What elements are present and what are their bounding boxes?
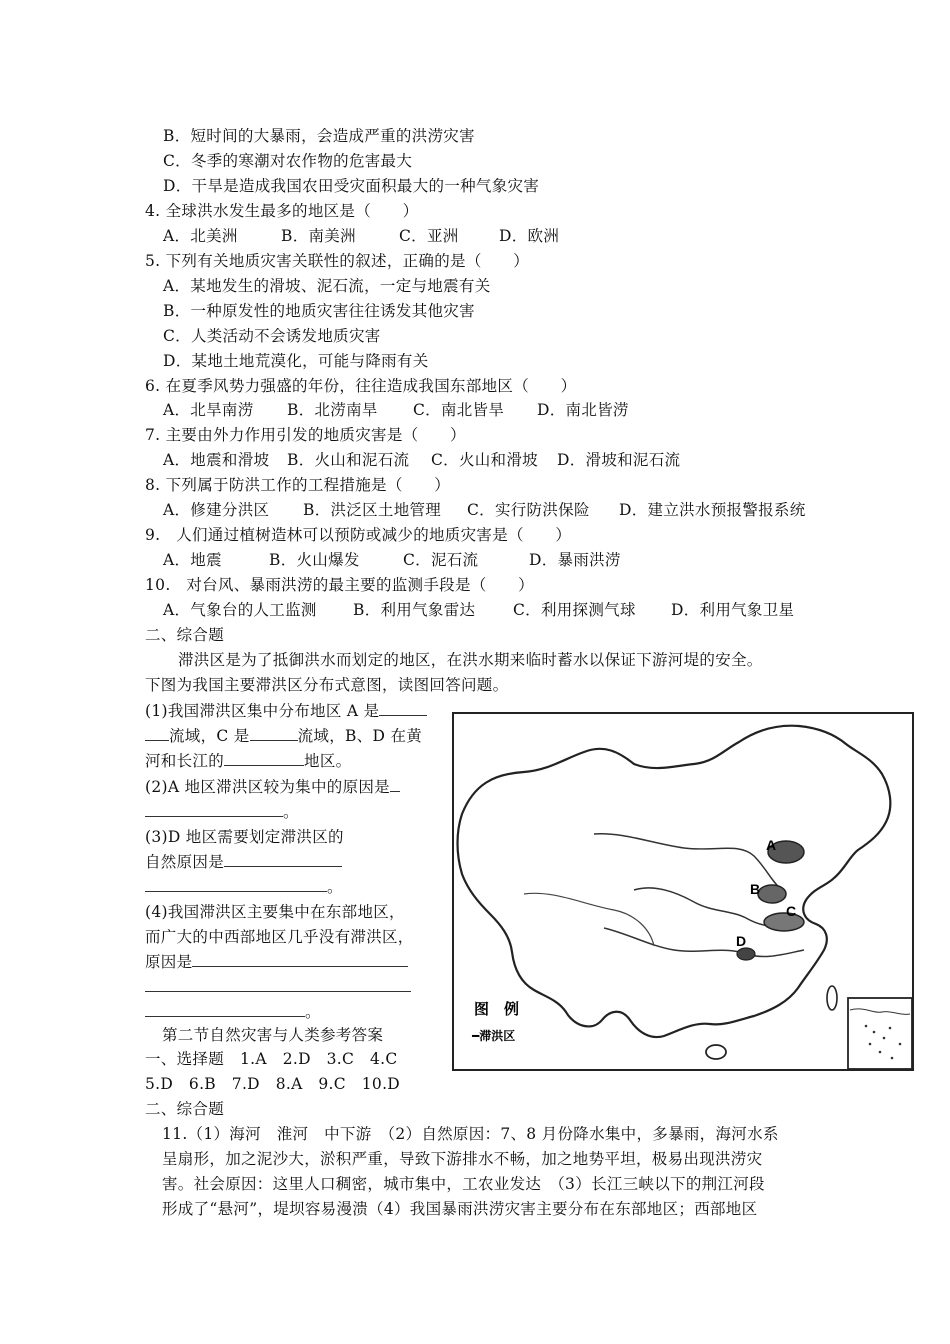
subq4-period: 。 — [305, 1003, 321, 1021]
q9-option-a: A．地震 — [163, 551, 222, 569]
answer-blank-3a[interactable] — [224, 852, 342, 867]
subq4-line1: (4)我国滞洪区主要集中在东部地区， — [145, 903, 405, 921]
q8-options — [163, 500, 806, 520]
hainan-island — [706, 1045, 726, 1059]
legend-item: ━滞洪区 — [472, 1029, 516, 1043]
q6-option-c: C．南北皆旱 — [413, 401, 505, 419]
subq2-line1 — [145, 777, 400, 797]
q7-option-b: B．火山和泥石流 — [287, 451, 410, 469]
q4-option-d: D．欧洲 — [499, 227, 560, 245]
q6-stem: 6. 在夏季风势力强盛的年份，往往造成我国东部地区（ ） — [145, 377, 577, 395]
answer-blank-2a[interactable] — [390, 777, 400, 792]
answer-blank-bd[interactable] — [224, 751, 304, 766]
q6-option-a: A．北旱南涝 — [163, 401, 254, 419]
map-label-d: D — [736, 933, 747, 949]
q10-options — [163, 600, 794, 620]
subq1-text-d: 河和长江的 — [145, 752, 225, 770]
taiwan-island — [827, 986, 837, 1010]
q4-option-a: A．北美洲 — [163, 227, 238, 245]
answer-blank-c[interactable] — [250, 726, 298, 741]
q9-option-c: C．泥石流 — [403, 551, 479, 569]
answer-blank-4c[interactable] — [145, 1002, 305, 1017]
subq1-text-b: 流域，C 是 — [169, 727, 250, 745]
q7-option-c: C．火山和滑坡 — [431, 451, 538, 469]
section2-heading: 二、综合题 — [145, 626, 225, 644]
q7-stem: 7. 主要由外力作用引发的地质灾害是（ ） — [145, 426, 466, 444]
subq4-line4 — [145, 977, 411, 997]
q8-stem: 8. 下列属于防洪工作的工程措施是（ ） — [145, 476, 451, 494]
legend-title: 图 例 — [474, 1000, 520, 1018]
subq3-line2 — [145, 852, 342, 872]
q9-option-d: D．暴雨洪涝 — [529, 551, 621, 569]
q6-options — [163, 400, 629, 420]
q9-stem: 9. 人们通过植树造林可以预防或减少的地质灾害是（ ） — [145, 526, 572, 544]
q5-option-b: B．一种原发性的地质灾害往往诱发其他灾害 — [163, 302, 475, 320]
subq4-text: 原因是 — [145, 953, 193, 971]
subq3-line3 — [145, 877, 343, 897]
map-label-c: C — [786, 903, 797, 919]
answer-part1-values1: 1.A 2.D 3.C 4.C — [240, 1050, 398, 1068]
q4-option-c: C．亚洲 — [399, 227, 459, 245]
subq1-line1 — [145, 701, 427, 721]
subq1-text-a: (1)我国滞洪区集中分布地区 A 是 — [145, 702, 380, 720]
subq3-line1: (3)D 地区需要划定滞洪区的 — [145, 828, 344, 846]
detention-area-c — [764, 913, 804, 931]
answer-part1-line1 — [145, 1049, 398, 1069]
river-line-south — [604, 928, 804, 957]
q10-option-d: D．利用气象卫星 — [671, 601, 795, 619]
subq3-period: 。 — [327, 878, 343, 896]
flood-detention-map — [452, 712, 914, 1071]
q8-option-c: C．实行防洪保险 — [467, 501, 590, 519]
subq4-line3 — [145, 952, 408, 972]
subq2-period: 。 — [283, 803, 299, 821]
subq2-text: (2)A 地区滞洪区较为集中的原因是 — [145, 778, 390, 796]
answer-part2-line4: 形成了“悬河”，堤坝容易漫溃（4）我国暴雨洪涝灾害主要分布在东部地区；西部地区 — [162, 1200, 758, 1218]
answer-part2-heading: 二、综合题 — [145, 1100, 225, 1118]
detention-area-d — [737, 948, 755, 960]
answer-blank-2b[interactable] — [145, 802, 283, 817]
q3-option-c: C．冬季的寒潮对农作物的危害最大 — [163, 152, 413, 170]
subq2-line2 — [145, 802, 299, 822]
q4-stem: 4. 全球洪水发生最多的地区是（ ） — [145, 202, 419, 220]
answer-blank-4a[interactable] — [192, 952, 408, 967]
q8-option-b: B．洪泛区土地管理 — [303, 501, 442, 519]
subq4-line2: 而广大的中西部地区几乎没有滞洪区， — [145, 928, 414, 946]
q10-option-a: A．气象台的人工监测 — [163, 601, 317, 619]
map-label-b: B — [750, 881, 761, 897]
q8-option-a: A．修建分洪区 — [163, 501, 270, 519]
q5-option-a: A．某地发生的滑坡、泥石流，一定与地震有关 — [163, 277, 491, 295]
answer-part2-line2: 呈扇形，加之泥沙大，淤积严重，导致下游排水不畅，加之地势平坦，极易出现洪涝灾 — [162, 1150, 763, 1168]
q8-option-d: D．建立洪水预报警报系统 — [619, 501, 806, 519]
answer-part2-line1: 11.（1）海河 淮河 中下游 （2）自然原因：7、8 月份降水集中，多暴雨，海河水系 — [162, 1125, 779, 1143]
q5-option-d: D．某地土地荒漠化，可能与降雨有关 — [163, 352, 429, 370]
answer-part1-line2: 5.D 6.B 7.D 8.A 9.C 10.D — [145, 1075, 401, 1093]
q7-option-d: D．滑坡和泥石流 — [557, 451, 681, 469]
subq4-line5 — [145, 1002, 321, 1022]
detention-area-b — [758, 885, 786, 903]
q10-option-c: C．利用探测气球 — [513, 601, 636, 619]
q6-option-b: B．北涝南旱 — [287, 401, 378, 419]
answer-title: 第二节自然灾害与人类参考答案 — [162, 1026, 384, 1044]
q5-option-c: C．人类活动不会诱发地质灾害 — [163, 327, 381, 345]
answer-part1-heading: 一、选择题 — [145, 1050, 225, 1068]
q7-options — [163, 450, 680, 470]
answer-part2-line3: 害。社会原因：这里人口稠密，城市集中，工农业发达 （3）长江三峡以下的荆江河段 — [162, 1175, 765, 1193]
answer-blank-3b[interactable] — [145, 877, 327, 892]
subq1-text-c: 流域，B、D 在黄 — [297, 727, 423, 745]
q10-stem: 10. 对台风、暴雨洪涝的最主要的监测手段是（ ） — [145, 576, 534, 594]
china-map-drawing — [454, 714, 912, 1069]
subq1-line3 — [145, 751, 351, 771]
q4-option-b: B．南美洲 — [281, 227, 356, 245]
answer-blank-a[interactable] — [379, 701, 427, 716]
q10-option-b: B．利用气象雷达 — [353, 601, 476, 619]
subq1-text-e: 地区。 — [304, 752, 352, 770]
china-outline — [458, 726, 891, 1037]
subq1-line2 — [145, 726, 422, 746]
answer-blank-a-cont[interactable] — [145, 726, 169, 741]
q4-options — [163, 226, 559, 246]
answer-blank-4b[interactable] — [145, 977, 411, 992]
q5-stem: 5. 下列有关地质灾害关联性的叙述，正确的是（ ） — [145, 252, 530, 270]
q6-option-d: D．南北皆涝 — [537, 401, 629, 419]
section2-intro-line2: 下图为我国主要滞洪区分布式意图，读图回答问题。 — [145, 676, 509, 694]
q9-option-b: B．火山爆发 — [269, 551, 360, 569]
q3-option-b: B．短时间的大暴雨，会造成严重的洪涝灾害 — [163, 127, 475, 145]
q9-options — [163, 550, 621, 570]
section2-intro-line1: 滞洪区是为了抵御洪水而划定的地区，在洪水期来临时蓄水以保证下游河堤的安全。 — [178, 651, 763, 669]
map-label-a: A — [766, 837, 777, 853]
q3-option-d: D．干旱是造成我国农田受灾面积最大的一种气象灾害 — [163, 177, 540, 195]
subq3-text: 自然原因是 — [145, 853, 225, 871]
q7-option-a: A．地震和滑坡 — [163, 451, 270, 469]
